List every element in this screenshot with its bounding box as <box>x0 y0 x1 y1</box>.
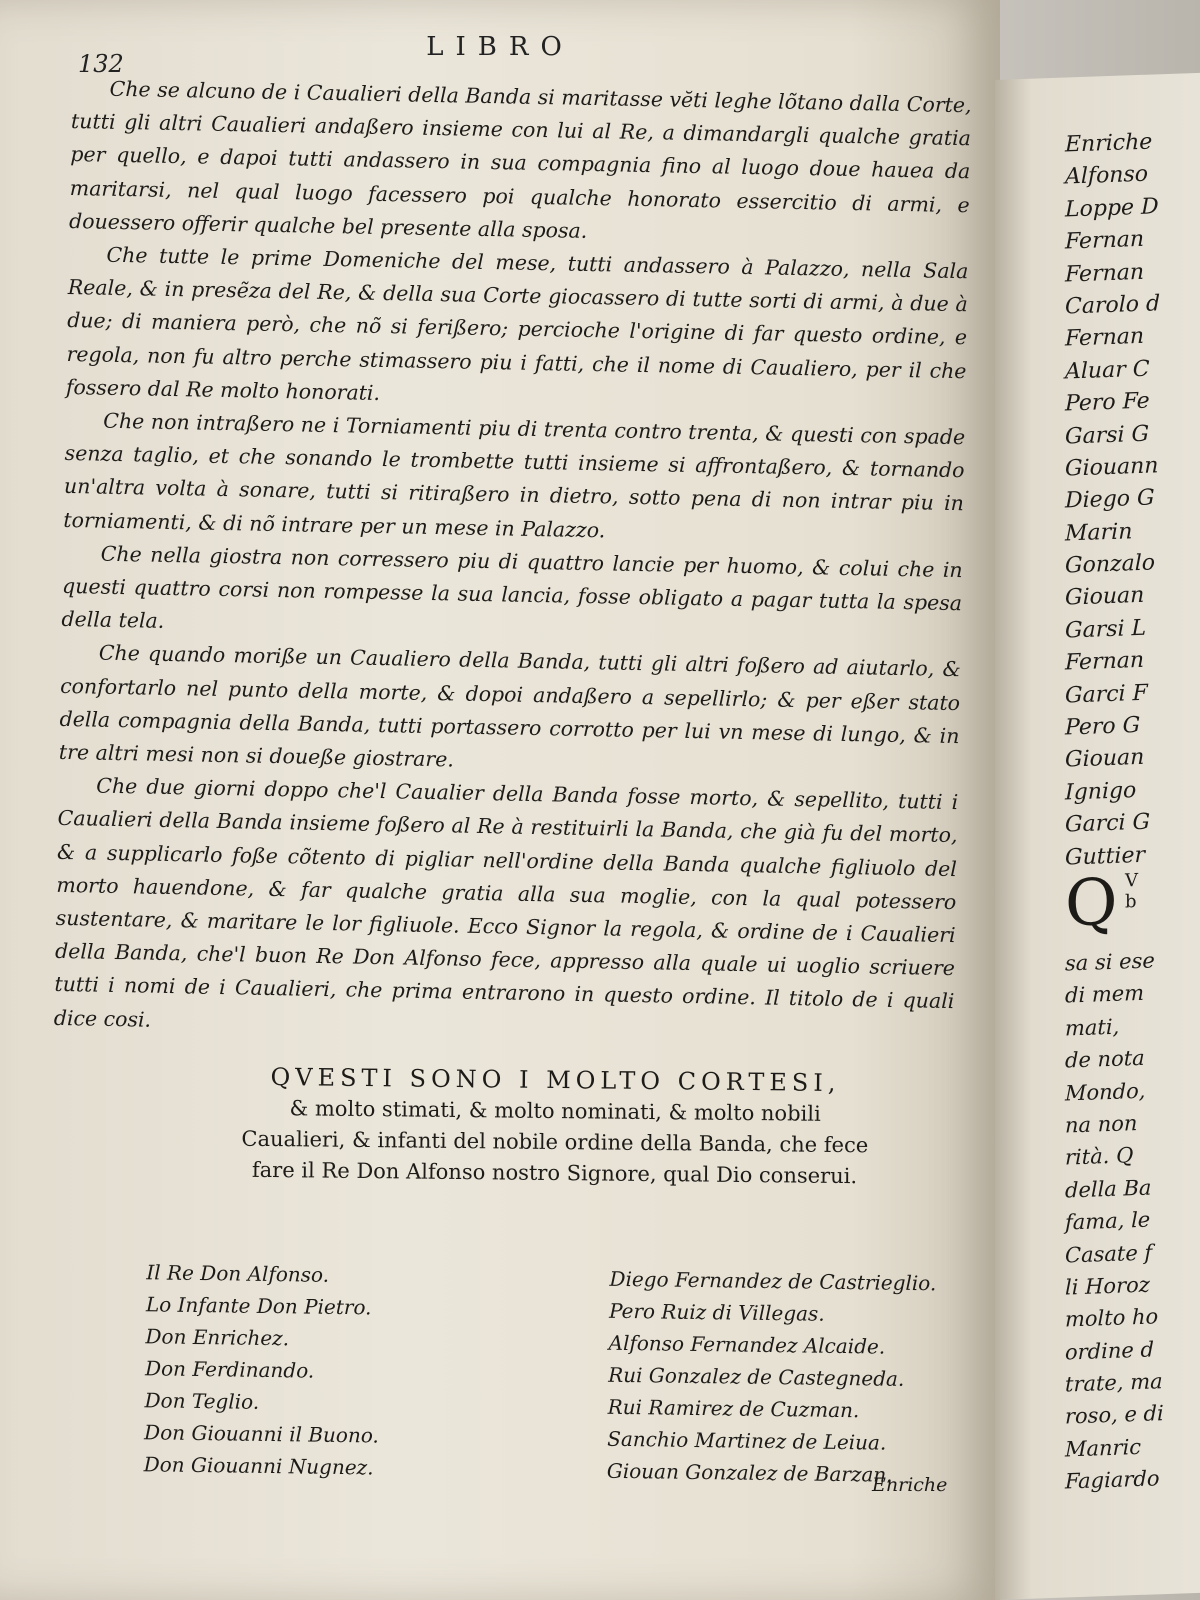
paragraph: Che tutte le prime Domeniche del mese, tutti andassero à Palazzo, nella Sala Reale, & in presẽza del Re, & della sua Corte giocassero di tutte sorti di armi, à due à due; di maniera però, che nõ si ferißero; percioche l'origine di far questo ordine, e regola, non fu altro perche stimassero piu i fatti, che il nome di Caualiero, per il che fossero dal Re molto honorati. <box>65 242 969 405</box>
names-column-left <box>143 1256 381 1483</box>
list-item: Aluar C <box>1065 356 1150 385</box>
list-item: Il Re Don Alfonso. <box>146 1260 330 1287</box>
paragraph: Che non intraßero ne i Torniamenti piu di trenta contro trenta, & questi con spade senza taglio, et che sonando le trombette tutti insieme si affrontaßero, & tornando un'altra volta à sonare, tutti si ritiraßero in dietro, sotto pena di non intrar piu in torniamenti, & di nõ intrare per un mese in Palazzo. <box>63 408 966 542</box>
drop-cap: Q <box>1065 865 1118 942</box>
catchword: Enriche <box>872 1474 948 1496</box>
text-line: Fagiardo <box>1065 1466 1160 1494</box>
text-line: na non <box>1065 1110 1138 1138</box>
list-item: Giouan <box>1065 583 1145 612</box>
running-header: LIBRO <box>426 32 574 62</box>
list-item: Don Giouanni Nugnez. <box>143 1452 374 1480</box>
list-item: Diego G <box>1065 485 1155 514</box>
title-caps: QVESTI SONO I MOLTO CORTESI, <box>270 1063 841 1097</box>
text-line: sa si ese <box>1065 948 1155 976</box>
list-item: Garci G <box>1065 809 1151 838</box>
list-item: Marin <box>1065 518 1133 547</box>
knights-list <box>143 1256 966 1491</box>
text-line: li Horoz <box>1065 1272 1150 1300</box>
list-item: Don Giouanni il Buono. <box>143 1420 380 1448</box>
list-item: Alfonso <box>1065 162 1149 190</box>
list-item: Pero Fe <box>1065 388 1150 417</box>
text-line: Manric <box>1065 1434 1142 1462</box>
text-line: di mem <box>1065 981 1145 1008</box>
list-item: Don Teglio. <box>144 1388 260 1414</box>
right-body-text <box>1065 944 1164 1498</box>
list-item: Don Enrichez. <box>145 1324 290 1351</box>
text-line: mati, <box>1065 1014 1120 1041</box>
paragraph: Che quando moriße un Caualiero della Banda, tutti gli altri foßero ad aiutarlo, & confortarlo nel punto della morte, & dopoi andaßero a sepellirlo; & per eßer stato della compagnia della Banda, tutti portassero corrotto per lui vn mese di lungo, & in tre altri mesi non si doueße giostrare. <box>58 641 961 772</box>
list-item: Pero Ruiz di Villegas. <box>608 1298 825 1326</box>
list-item: Carolo d <box>1065 291 1161 320</box>
text-line: fama, le <box>1065 1207 1151 1235</box>
list-item: Fernan <box>1065 259 1145 288</box>
list-item: Garci F <box>1065 680 1148 709</box>
list-item: Don Ferdinando. <box>144 1356 315 1383</box>
right-names-list <box>1065 126 1160 874</box>
title-body: & molto stimati, & molto nominati, & molto nobili Caualieri, & infanti del nobile ordine della Banda, che fece fare il Re Don Alfonso nostro Signore, qual Dio conserui. <box>241 1096 869 1189</box>
names-column-right <box>607 1263 937 1492</box>
list-item: Alfonso Fernandez Alcaide. <box>608 1330 886 1359</box>
drop-cap-letter: V <box>1125 870 1138 892</box>
text-line: trate, ma <box>1065 1369 1163 1397</box>
drop-cap-continuation <box>1125 870 1138 912</box>
list-item: Enriche <box>1065 129 1153 158</box>
paragraph: Che nella giostra non corressero piu di quattro lancie per huomo, & colui che in questi quattro corsi non rompesse la sua lancia, fosse obligato a pagar tutta la spesa della tela. <box>61 541 963 634</box>
list-item: Pero G <box>1065 712 1141 741</box>
list-item: Guttier <box>1065 842 1145 871</box>
body-text <box>54 72 972 1052</box>
page-number: 132 <box>78 50 124 78</box>
text-line: rità. Q <box>1065 1143 1134 1170</box>
list-item: Lo Infante Don Pietro. <box>145 1292 372 1320</box>
text-line: Mondo, <box>1065 1078 1146 1106</box>
drop-cap-letter: b <box>1125 891 1137 913</box>
text-line: roso, e di <box>1065 1401 1164 1430</box>
list-item: Giouan Gonzalez de Barzan. <box>606 1458 893 1487</box>
list-item: Fernan <box>1065 324 1145 352</box>
text-line: ordine d <box>1065 1337 1154 1365</box>
list-item: Giouan <box>1065 745 1145 773</box>
list-item: Rui Ramirez de Cuzman. <box>607 1394 860 1423</box>
list-item: Fernan <box>1065 226 1145 255</box>
list-item: Gonzalo <box>1065 550 1155 579</box>
list-item: Garsi L <box>1065 615 1147 644</box>
paragraph: Che due giorni doppo che'l Caualier della Banda fosse morto, & sepellito, tutti i Caualieri della Banda insieme foßero al Re à restituirli la Banda, che già fu del morto, & a supplicarlo foße cõtento di pigliar nell'ordine della Banda qualche figliuolo del morto hauendone, & far qualche gratia alla sua moglie, con la qual potessero sustentare, & maritare le lor figliuole. Ecco Signor la regola, & ordine de i Caualieri della Banda, che'l buon Re Don Alfonso fece, appresso alla quale ui uoglio scriuere tutti i nomi de i Caualieri, che prima entrarono in questo ordine. Il titolo de i quali dice cosi. <box>53 773 959 1032</box>
list-item: Loppe D <box>1065 194 1159 223</box>
text-line: Casate f <box>1065 1240 1153 1268</box>
text-line: de nota <box>1065 1045 1145 1073</box>
list-item: Garsi G <box>1065 421 1150 450</box>
right-page <box>995 73 1200 1600</box>
list-item: Sanchio Martinez de Leiua. <box>607 1426 887 1455</box>
section-title <box>159 1062 950 1193</box>
list-item: Rui Gonzalez de Castegneda. <box>607 1362 905 1391</box>
text-line: molto ho <box>1065 1304 1159 1332</box>
paragraph: Che se alcuno de i Caualieri della Banda si maritasse vĕti leghe lõtano dalla Corte, tutti gli altri Caualieri andaßero insieme con lui al Re, a dimandargli qualche gratia per quello, e dapoi tutti andassero in sua compagnia fino al luogo doue hauea da maritarsi, nel qual luogo facessero poi qualche honorato essercitio di armi, e douessero offerir qualche bel presente alla sposa. <box>68 76 972 243</box>
list-item: Diego Fernandez de Castrieglio. <box>609 1266 937 1296</box>
list-item: Giouann <box>1065 453 1159 482</box>
list-item: Ignigo <box>1065 777 1137 806</box>
list-item: Fernan <box>1065 648 1145 676</box>
text-line: della Ba <box>1065 1175 1152 1203</box>
